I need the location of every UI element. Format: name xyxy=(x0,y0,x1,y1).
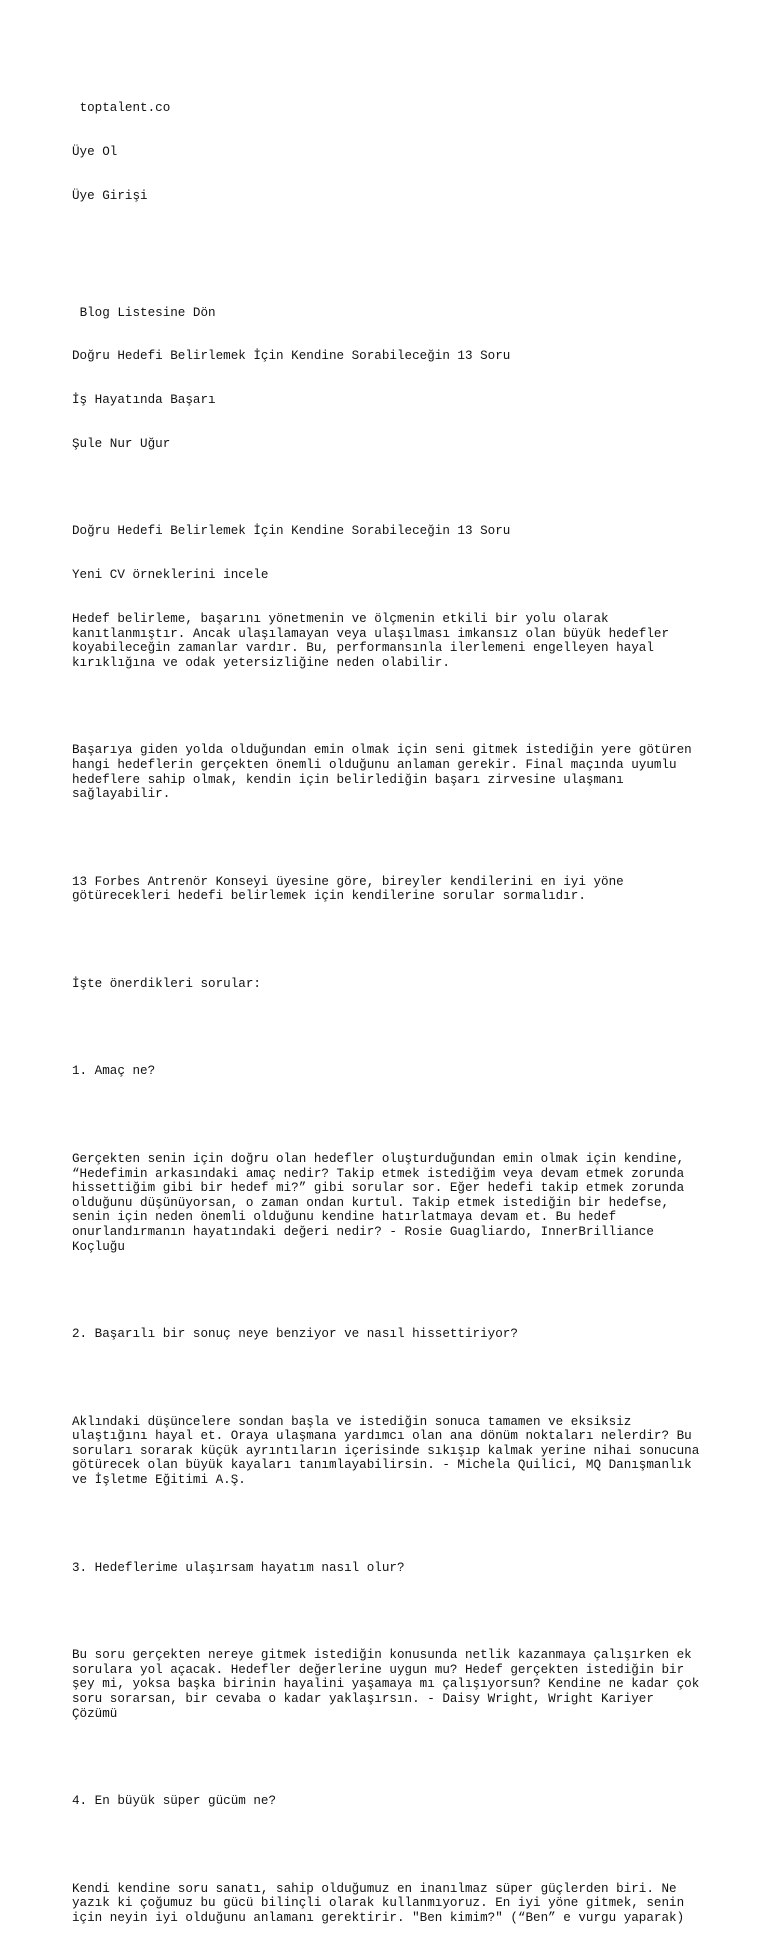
site-name[interactable]: toptalent.co xyxy=(72,101,171,116)
login-link[interactable]: Üye Girişi xyxy=(72,188,148,203)
body-paragraph: Başarıya giden yolda olduğundan emin olmak için seni gitmek istediğin yere götüren hangi hedeflerin gerçekten önemli olduğunu anlaman gerekir. Final maçında uyumlu hedeflere sahip olmak, kendin için belirlediğin başarı zirvesine ulaşmanı sağlayabilir. xyxy=(72,743,692,802)
intro-paragraph: Hedef belirleme, başarını yönetmenin ve ölçmenin etkili bir yolu olarak kanıtlanmıştır. Ancak ulaşılamayan veya ulaşılması imkansız olan büyük hedefler koyabileceğin zamanlar vardır. Bu, performansınla ilerlemeni engelleyen hayal kırıklığına ve odak yetersizliğine neden olabilir. xyxy=(72,611,670,670)
answer-paragraph: Aklındaki düşüncelere sondan başla ve istediğin sonuca tamamen ve eksiksiz ulaştığını hayal et. Oraya ulaşmana yardımcı olan ana dönüm noktaları nelerdir? Bu soruları sorarak küçük ayrıntıların içerisinde sıkışıp kalmak yerine nihai sonucuna götürecek olan büyük kayaları tanımlayabilirsin. - Michela Quilici, MQ Danışmanlık ve İşletme Eğitimi A.Ş. xyxy=(72,1414,700,1488)
answer-paragraph: Bu soru gerçekten nereye gitmek istediğin konusunda netlik kazanmaya çalışırken ek sorulara yol açacak. Hedefler değerlerine uygun mu? Hedef gerçekten istediğin bir şey mi, yoksa başka birinin hayalini yaşamaya mı çalışıyorsun? Kendine ne kadar çok soru sorarsan, bir cevaba o kadar yaklaşırsın. - Daisy Wright, Wright Kariyer Çözümü xyxy=(72,1648,700,1721)
question-heading: 4. En büyük süper gücüm ne? xyxy=(72,1794,277,1809)
answer-paragraph: Gerçekten senin için doğru olan hedefler oluşturduğundan emin olmak için kendine, “Hedefimin arkasındaki amaç nedir? Takip etmek istediğim veya devam etmek zorunda hissettiğim gibi bir hedef mi?” gibi sorular sor. Eğer hedefi takip etmek zorunda olduğunu düşünüyorsan, o zaman ondan kurtul. Takip etmek istediğin bir hedefse, senin için neden önemli olduğunu kendine hatırlatmaya devam et. Bu hedef onurlandırmanın hayatındaki değeri nedir? - Rosie Guagliardo, InnerBrilliance Koçluğu xyxy=(72,1151,685,1254)
question-heading: 2. Başarılı bir sonuç neye benziyor ve nasıl hissettiriyor? xyxy=(72,1327,518,1342)
question-heading: 1. Amaç ne? xyxy=(72,1064,156,1079)
author-name: Şule Nur Uğur xyxy=(72,436,171,451)
questions-intro: İşte önerdikleri sorular: xyxy=(72,976,261,991)
category-link[interactable]: İş Hayatında Başarı xyxy=(72,393,216,408)
answer-paragraph: Kendi kendine soru sanatı, sahip olduğumuz en inanılmaz süper güçlerden biri. Ne yazık ki çoğumuz bu gücü bilinçli olarak kullanmıyoruz. En iyi yöne gitmek, senin için neyin iyi olduğunu anlamanı gerektirir. "Ben kimim?" (“Ben” e vurgu yaparak) xyxy=(72,1881,685,1925)
signup-link[interactable]: Üye Ol xyxy=(72,144,118,159)
breadcrumb-title: Doğru Hedefi Belirlemek İçin Kendine Sorabileceğin 13 Soru xyxy=(72,349,511,364)
cv-promo-link[interactable]: Yeni CV örneklerini incele xyxy=(72,568,269,583)
article-heading: Doğru Hedefi Belirlemek İçin Kendine Sorabileceğin 13 Soru xyxy=(72,524,511,539)
document-page xyxy=(72,72,712,1940)
back-to-blog-link[interactable]: Blog Listesine Dön xyxy=(72,305,216,320)
question-heading: 3. Hedeflerime ulaşırsam hayatım nasıl olur? xyxy=(72,1560,405,1575)
body-paragraph: 13 Forbes Antrenör Konseyi üyesine göre, bireyler kendilerini en iyi yöne götürecekleri hedefi belirlemek için kendilerine sorular sormalıdır. xyxy=(72,874,624,904)
